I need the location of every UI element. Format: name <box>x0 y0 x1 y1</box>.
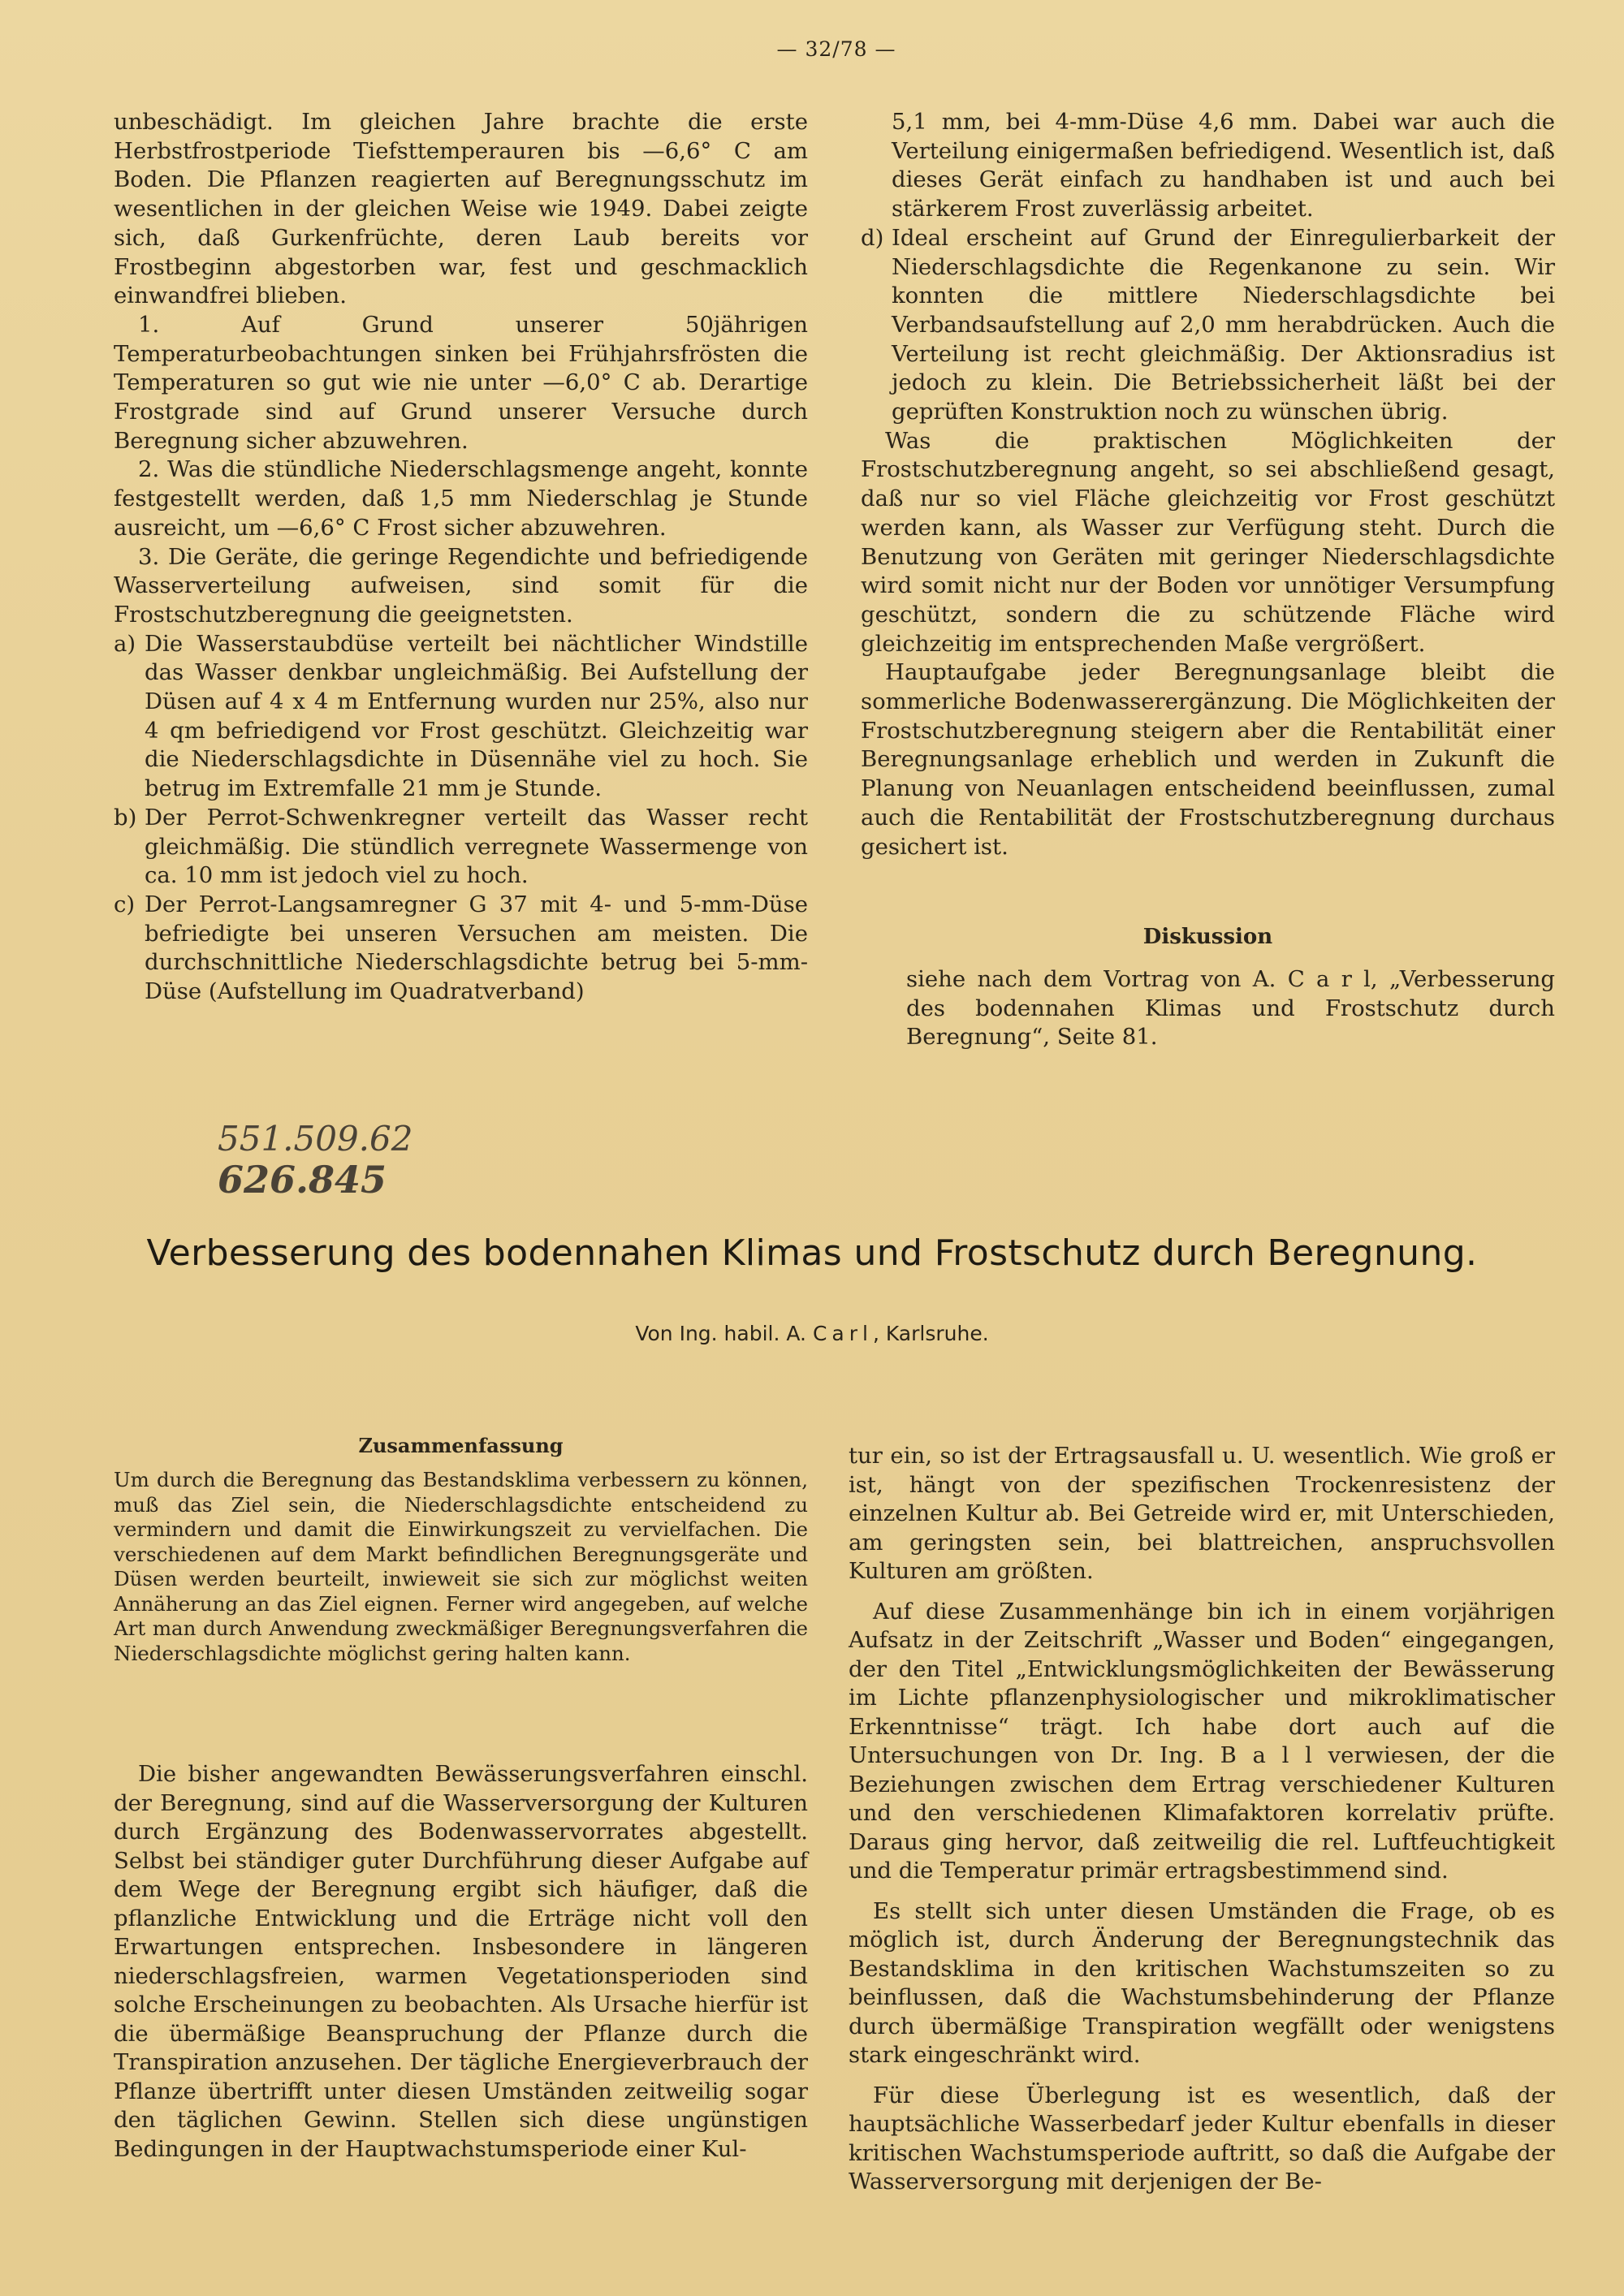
discussion-text: siehe nach dem Vortrag von A. C a r l, „Verbesserung des bodennahen Klimas und Frostschutz durch Beregnung“, Seite 81. <box>906 965 1555 1051</box>
paragraph: unbeschädigt. Im gleichen Jahre brachte die erste Herbstfrostperiode Tiefsttemperauren bis —6,6° C am Boden. Die Pflanzen reagierten auf Beregnungsschutz im wesentlichen in der gleichen Weise wie 1949. Dabei zeigte sich, daß Gurkenfrüchte, deren Laub bereits vor Frostbeginn abgestorben war, fest und geschmacklich einwandfrei blieben. <box>114 109 808 309</box>
paragraph: Hauptaufgabe jeder Beregnungsanlage bleibt die sommerliche Bodenwasserergänzung. Die Möglichkeiten der Frostschutzberegnung steigern aber die Rentabilität einer Beregnungsanlage erheblich und werden in Zukunft die Planung von Neuanlagen entscheidend beeinflussen, zumal auch die Rentabilität der Frostschutzberegnung durchaus gesichert ist. <box>861 659 1555 860</box>
paragraph: Was die praktischen Möglichkeiten der Frostschutzberegnung angeht, so sei abschließend gesagt, daß nur so viel Fläche gleichzeitig vor Frost geschützt werden kann, als Wasser zur Verfügung steht. Durch die Benutzung von Geräten mit geringer Niederschlagsdichte wird somit nicht nur der Boden vor unnötiger Versumpfung geschützt, sondern die zu schützende Fläche wird gleichzeitig im entsprechenden Maße vergrößert. <box>861 427 1555 657</box>
paragraph: Die bisher angewandten Bewässerungsverfahren einschl. der Beregnung, sind auf die Wasserversorgung der Kulturen durch Ergänzung des Bodenwasservorrates abgestellt. Selbst bei ständiger guter Durchführung dieser Aufgabe auf dem Wege der Beregnung ergibt sich häufiger, daß die pflanzliche Entwicklung und die Erträge nicht voll den Erwartungen entsprechen. Insbesondere in längeren niederschlagsfreien, warmen Vegetationsperioden sind solche Erscheinungen zu beobachten. Als Ursache hierfür ist die übermäßige Beanspruchung der Pflanze durch die Transpiration anzusehen. Der tägliche Energieverbrauch der Pflanze übertrifft unter diesen Umständen zeitweilig sogar den täglichen Gewinn. Stellen sich diese ungünstigen Bedingungen in der Hauptwachstumsperiode einer Kul- <box>114 1761 808 2162</box>
list-text: Der Perrot-Langsamregner G 37 mit 4- und 5-mm-Düse befriedigte bei unseren Versuchen am meisten. Die durchschnittliche Niederschlagsdichte betrug bei 5-mm-Düse (Aufstellung im Quadratverband) <box>145 891 808 1005</box>
handwritten-line-2: 626.845 <box>218 1158 387 1202</box>
byline-prefix: Von Ing. habil. A. <box>635 1322 806 1345</box>
handwritten-classification <box>218 1119 412 1200</box>
paragraph: Für diese Überlegung ist es wesentlich, daß der hauptsächliche Wasserbedarf jeder Kultur ebenfalls in dieser kritischen Wachstumsperiode auftritt, so daß die Aufgabe der Wasserversorgung mit derjenigen der Be- <box>849 2082 1555 2195</box>
paragraph: Es stellt sich unter diesen Umständen die Frage, ob es möglich ist, durch Änderung der Beregnungstechnik das Bestandsklima in den kritischen Wachstumszeiten so zu beinflussen, daß die Wachstumsbehinderung der Pflanze durch übermäßige Transpiration wegfällt oder wenigstens stark eingeschränkt wird. <box>849 1897 1555 2068</box>
column-left-bottom <box>114 1760 808 2164</box>
list-text: Der Perrot-Schwenkregner verteilt das Wasser recht gleichmäßig. Die stündlich verregnete Wassermenge von ca. 10 mm ist jedoch viel zu hoch. <box>145 804 808 889</box>
list-text: Ideal erscheint auf Grund der Einregulierbarkeit der Niederschlagsdichte die Regenkanone zu sein. Wir konnten die mittlere Niederschlagsdichte bei Verbandsaufstellung auf 2,0 mm herabdrücken. Auch die Verteilung ist recht gleichmäßig. Der Aktionsradius ist jedoch zu klein. Die Betriebssicherheit läßt bei der geprüften Konstruktion noch zu wünschen übrig. <box>892 224 1555 425</box>
paragraph: 1. Auf Grund unserer 50jährigen Temperaturbeobachtungen sinken bei Frühjahrsfrösten die Temperaturen so gut wie nie unter —6,0° C ab. Derartige Frostgrade sind auf Grund unserer Versuche durch Beregnung sicher abzuwehren. <box>114 311 808 454</box>
paragraph: Auf diese Zusammenhänge bin ich in einem vorjährigen Aufsatz in der Zeitschrift „Wasser und Boden“ eingegangen, der den Titel „Entwicklungsmöglichkeiten der Bewässerung im Lichte pflanzenphysiologischer und mikroklimatischer Erkenntnisse“ trägt. Ich habe dort auch auf die Untersuchungen von Dr. Ing. B a l l verwiesen, der die Beziehungen zwischen dem Ertrag verschiedener Kulturen und den verschiedenen Klimafaktoren korrelativ prüfte. Daraus ging hervor, daß zeitweilig die rel. Luftfeuchtigkeit und die Temperatur primär ertragsbestimmend sind. <box>849 1598 1555 1884</box>
discussion-heading: Diskussion <box>1142 925 1273 950</box>
summary-heading: Zusammenfassung <box>358 1434 564 1457</box>
list-item-b <box>114 804 808 891</box>
article-title: Verbesserung des bodennahen Klimas und Frostschutz durch Beregnung. <box>146 1232 1478 1274</box>
summary-text: Um durch die Beregnung das Bestandsklima verbessern zu können, muß das Ziel sein, die Niederschlagsdichte entscheidend zu vermindern und damit die Einwirkungszeit zu vervielfachen. Die verschiedenen auf dem Markt befindlichen Beregnungsgeräte und Düsen werden beurteilt, inwieweit sie sich zur möglichst weiten Annäherung an das Ziel eignen. Ferner wird angegeben, auf welche Art man durch Anwendung zweckmäßiger Beregnungsverfahren die Niederschlagsdichte möglichst gering halten kann. <box>114 1468 808 1665</box>
paragraph: 3. Die Geräte, die geringe Regendichte und befriedigende Wasserverteilung aufweisen, sind somit für die Frostschutzberegnung die geeignetsten. <box>114 543 808 628</box>
column-right-bottom <box>849 1442 1555 2197</box>
list-text: Die Wasserstaubdüse verteilt bei nächtlicher Windstille das Wasser denkbar ungleichmäßig. Bei Aufstellung der Düsen auf 4 x 4 m Entfernung wurden nur 25%, also nur 4 qm befriedigend vor Frost geschützt. Gleichzeitig war die Niederschlagsdichte in Düsennähe viel zu hoch. Sie betrug im Extremfalle 21 mm je Stunde. <box>145 630 808 802</box>
article-byline <box>0 1322 1624 1345</box>
list-item-a <box>114 630 808 804</box>
paragraph: 5,1 mm, bei 4-mm-Düse 4,6 mm. Dabei war auch die Verteilung einigermaßen befriedigend. Wesentlich ist, daß dieses Gerät einfach zu handhaben ist und auch bei stärkerem Frost zuverlässig arbeitet. <box>892 109 1555 222</box>
list-item-c <box>114 891 808 1007</box>
paragraph: 2. Was die stündliche Niederschlagsmenge angeht, konnte festgestellt werden, daß 1,5 mm Niederschlag je Stunde ausreicht, um —6,6° C Frost sicher abzuwehren. <box>114 456 808 541</box>
list-item-d <box>861 224 1555 427</box>
column-right-top <box>861 108 1555 1052</box>
list-label: b) <box>114 804 137 831</box>
author-name: Carl <box>812 1322 873 1345</box>
list-label: a) <box>114 630 136 657</box>
page-number: — 32/78 — <box>776 37 896 61</box>
list-label: c) <box>114 891 136 917</box>
list-label: d) <box>861 224 884 251</box>
paragraph: tur ein, so ist der Ertragsausfall u. U. wesentlich. Wie groß er ist, hängt von der spezifischen Trockenresistenz der einzelnen Kultur ab. Bei Getreide wird er, mit Unterschieden, am geringsten sein, bei blattreichen, anspruchsvollen Kulturen am größten. <box>849 1443 1555 1584</box>
handwritten-line-1: 551.509.62 <box>218 1119 413 1159</box>
column-left-top <box>114 108 808 1007</box>
byline-suffix: , Karlsruhe. <box>872 1322 989 1345</box>
